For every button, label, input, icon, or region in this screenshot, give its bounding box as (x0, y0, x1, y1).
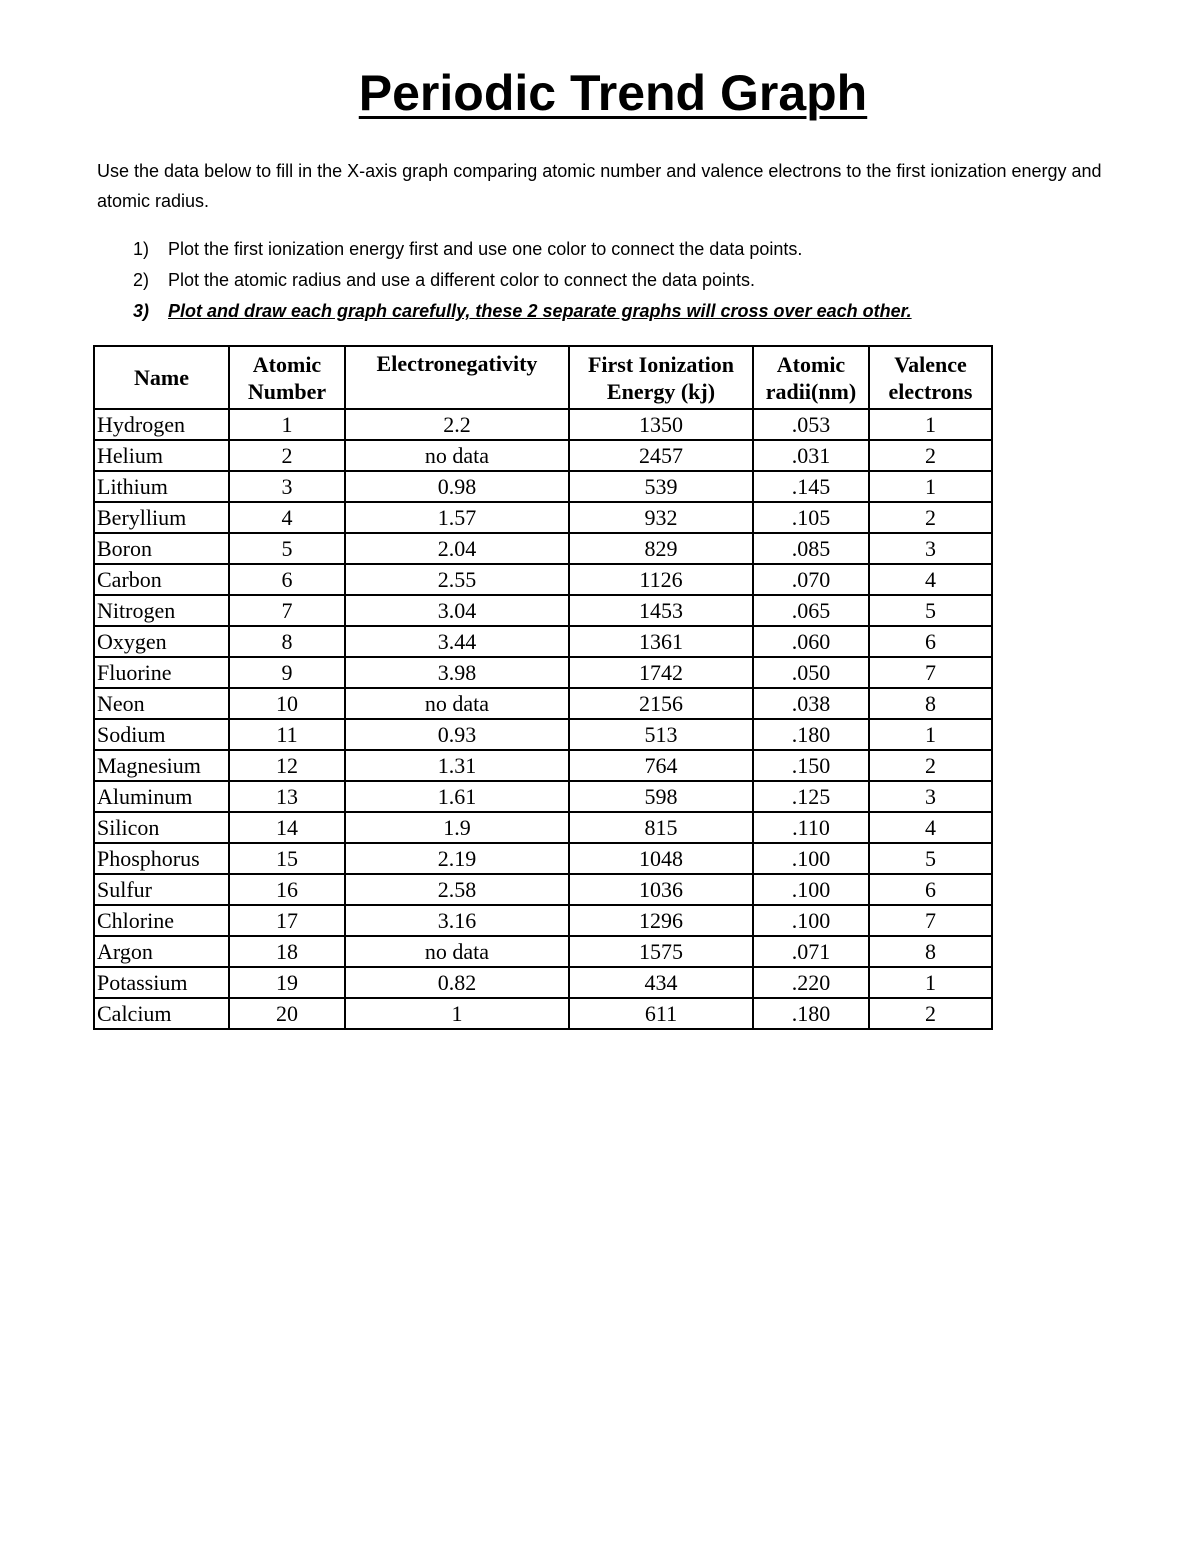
cell-atomic-radius: .085 (753, 533, 869, 564)
cell-valence-electrons: 1 (869, 471, 992, 502)
cell-valence-electrons: 7 (869, 905, 992, 936)
cell-electronegativity: 1 (345, 998, 569, 1029)
cell-electronegativity: 0.93 (345, 719, 569, 750)
cell-first-ionization-energy: 1453 (569, 595, 753, 626)
cell-atomic-radius: .050 (753, 657, 869, 688)
cell-atomic-number: 19 (229, 967, 345, 998)
cell-name: Sodium (94, 719, 229, 750)
cell-first-ionization-energy: 2156 (569, 688, 753, 719)
cell-atomic-radius: .180 (753, 998, 869, 1029)
cell-atomic-number: 17 (229, 905, 345, 936)
column-header-name: Name (94, 346, 229, 409)
step-text: Plot the atomic radius and use a different color to connect the data points. (168, 270, 756, 290)
cell-first-ionization-energy: 1126 (569, 564, 753, 595)
cell-atomic-radius: .145 (753, 471, 869, 502)
cell-atomic-number: 15 (229, 843, 345, 874)
step-number: 2) (133, 270, 150, 290)
cell-valence-electrons: 2 (869, 502, 992, 533)
cell-atomic-radius: .031 (753, 440, 869, 471)
cell-first-ionization-energy: 764 (569, 750, 753, 781)
cell-valence-electrons: 6 (869, 626, 992, 657)
cell-atomic-number: 6 (229, 564, 345, 595)
cell-first-ionization-energy: 1742 (569, 657, 753, 688)
cell-name: Carbon (94, 564, 229, 595)
cell-name: Argon (94, 936, 229, 967)
cell-electronegativity: 3.16 (345, 905, 569, 936)
column-header-atomic-number: Atomic Number (229, 346, 345, 409)
cell-valence-electrons: 2 (869, 440, 992, 471)
cell-valence-electrons: 8 (869, 688, 992, 719)
cell-atomic-number: 11 (229, 719, 345, 750)
cell-electronegativity: 2.19 (345, 843, 569, 874)
cell-valence-electrons: 3 (869, 781, 992, 812)
table-row (94, 502, 992, 533)
table-row (94, 657, 992, 688)
cell-name: Boron (94, 533, 229, 564)
cell-atomic-radius: .110 (753, 812, 869, 843)
cell-atomic-number: 7 (229, 595, 345, 626)
table-row (94, 533, 992, 564)
page-title: Periodic Trend Graph (358, 65, 868, 121)
cell-electronegativity: 1.57 (345, 502, 569, 533)
cell-electronegativity: 2.55 (345, 564, 569, 595)
instruction-steps (97, 234, 1137, 327)
cell-atomic-number: 5 (229, 533, 345, 564)
table-row (94, 781, 992, 812)
table-row (94, 812, 992, 843)
cell-atomic-radius: .071 (753, 936, 869, 967)
cell-first-ionization-energy: 1575 (569, 936, 753, 967)
cell-electronegativity: 2.04 (345, 533, 569, 564)
cell-electronegativity: no data (345, 688, 569, 719)
cell-first-ionization-energy: 539 (569, 471, 753, 502)
cell-name: Sulfur (94, 874, 229, 905)
cell-atomic-number: 10 (229, 688, 345, 719)
cell-name: Aluminum (94, 781, 229, 812)
instruction-step (97, 265, 1137, 296)
step-number: 3) (133, 301, 150, 321)
cell-first-ionization-energy: 1350 (569, 409, 753, 440)
cell-atomic-radius: .053 (753, 409, 869, 440)
cell-atomic-radius: .105 (753, 502, 869, 533)
cell-name: Oxygen (94, 626, 229, 657)
cell-electronegativity: 1.31 (345, 750, 569, 781)
cell-first-ionization-energy: 1048 (569, 843, 753, 874)
cell-electronegativity: no data (345, 936, 569, 967)
instruction-step-emphasized (97, 296, 1137, 327)
cell-atomic-number: 18 (229, 936, 345, 967)
cell-first-ionization-energy: 1361 (569, 626, 753, 657)
cell-first-ionization-energy: 1296 (569, 905, 753, 936)
cell-first-ionization-energy: 434 (569, 967, 753, 998)
cell-valence-electrons: 6 (869, 874, 992, 905)
cell-first-ionization-energy: 2457 (569, 440, 753, 471)
cell-electronegativity: 3.04 (345, 595, 569, 626)
table-row (94, 688, 992, 719)
cell-valence-electrons: 8 (869, 936, 992, 967)
table-row (94, 626, 992, 657)
table-row (94, 936, 992, 967)
cell-atomic-radius: .125 (753, 781, 869, 812)
table-row (94, 440, 992, 471)
cell-atomic-radius: .060 (753, 626, 869, 657)
cell-valence-electrons: 5 (869, 595, 992, 626)
column-header-atomic-radii: Atomic radii(nm) (753, 346, 869, 409)
cell-name: Beryllium (94, 502, 229, 533)
cell-atomic-number: 3 (229, 471, 345, 502)
cell-electronegativity: 3.98 (345, 657, 569, 688)
cell-name: Lithium (94, 471, 229, 502)
cell-name: Calcium (94, 998, 229, 1029)
cell-atomic-number: 20 (229, 998, 345, 1029)
cell-valence-electrons: 2 (869, 998, 992, 1029)
cell-first-ionization-energy: 829 (569, 533, 753, 564)
cell-atomic-radius: .180 (753, 719, 869, 750)
cell-valence-electrons: 1 (869, 719, 992, 750)
cell-valence-electrons: 3 (869, 533, 992, 564)
column-header-first-ionization-energy: First Ionization Energy (kj) (569, 346, 753, 409)
step-text: Plot the first ionization energy first and use one color to connect the data points. (168, 239, 803, 259)
cell-valence-electrons: 4 (869, 564, 992, 595)
cell-first-ionization-energy: 815 (569, 812, 753, 843)
cell-name: Phosphorus (94, 843, 229, 874)
table-row (94, 750, 992, 781)
table-body (94, 409, 992, 1029)
cell-atomic-radius: .100 (753, 843, 869, 874)
element-data-table (93, 345, 993, 1030)
cell-valence-electrons: 5 (869, 843, 992, 874)
cell-atomic-radius: .070 (753, 564, 869, 595)
cell-electronegativity: 2.58 (345, 874, 569, 905)
cell-atomic-number: 1 (229, 409, 345, 440)
cell-atomic-number: 4 (229, 502, 345, 533)
cell-atomic-number: 14 (229, 812, 345, 843)
cell-valence-electrons: 4 (869, 812, 992, 843)
cell-name: Potassium (94, 967, 229, 998)
cell-electronegativity: 2.2 (345, 409, 569, 440)
step-text: Plot and draw each graph carefully, these 2 separate graphs will cross over each other. (168, 301, 912, 321)
cell-electronegativity: 1.9 (345, 812, 569, 843)
cell-electronegativity: 0.98 (345, 471, 569, 502)
column-header-electronegativity: Electronegativity (345, 346, 569, 409)
cell-name: Hydrogen (94, 409, 229, 440)
cell-name: Magnesium (94, 750, 229, 781)
step-number: 1) (133, 239, 150, 259)
cell-first-ionization-energy: 611 (569, 998, 753, 1029)
table-row (94, 471, 992, 502)
column-header-valence-electrons: Valence electrons (869, 346, 992, 409)
table-row (94, 874, 992, 905)
cell-electronegativity: no data (345, 440, 569, 471)
instructions-intro: Use the data below to fill in the X-axis graph comparing atomic number and valence electrons to the first ionization energy and atomic radius. (97, 161, 1102, 211)
cell-atomic-number: 13 (229, 781, 345, 812)
cell-atomic-number: 8 (229, 626, 345, 657)
cell-atomic-radius: .100 (753, 905, 869, 936)
cell-atomic-number: 2 (229, 440, 345, 471)
cell-electronegativity: 3.44 (345, 626, 569, 657)
cell-name: Chlorine (94, 905, 229, 936)
table-row (94, 595, 992, 626)
cell-first-ionization-energy: 513 (569, 719, 753, 750)
instruction-step (97, 234, 1137, 265)
cell-valence-electrons: 1 (869, 967, 992, 998)
cell-first-ionization-energy: 598 (569, 781, 753, 812)
table-row (94, 998, 992, 1029)
cell-atomic-number: 12 (229, 750, 345, 781)
cell-first-ionization-energy: 1036 (569, 874, 753, 905)
table-row (94, 719, 992, 750)
table-row (94, 967, 992, 998)
cell-atomic-radius: .220 (753, 967, 869, 998)
cell-name: Fluorine (94, 657, 229, 688)
cell-valence-electrons: 2 (869, 750, 992, 781)
cell-atomic-radius: .100 (753, 874, 869, 905)
cell-electronegativity: 0.82 (345, 967, 569, 998)
cell-electronegativity: 1.61 (345, 781, 569, 812)
table-header-row (94, 346, 992, 409)
table-row (94, 564, 992, 595)
cell-atomic-radius: .150 (753, 750, 869, 781)
cell-name: Helium (94, 440, 229, 471)
cell-atomic-number: 9 (229, 657, 345, 688)
cell-atomic-radius: .065 (753, 595, 869, 626)
table-row (94, 843, 992, 874)
cell-name: Silicon (94, 812, 229, 843)
cell-valence-electrons: 7 (869, 657, 992, 688)
table-row (94, 409, 992, 440)
cell-atomic-number: 16 (229, 874, 345, 905)
cell-valence-electrons: 1 (869, 409, 992, 440)
cell-first-ionization-energy: 932 (569, 502, 753, 533)
cell-name: Nitrogen (94, 595, 229, 626)
cell-name: Neon (94, 688, 229, 719)
table-row (94, 905, 992, 936)
cell-atomic-radius: .038 (753, 688, 869, 719)
